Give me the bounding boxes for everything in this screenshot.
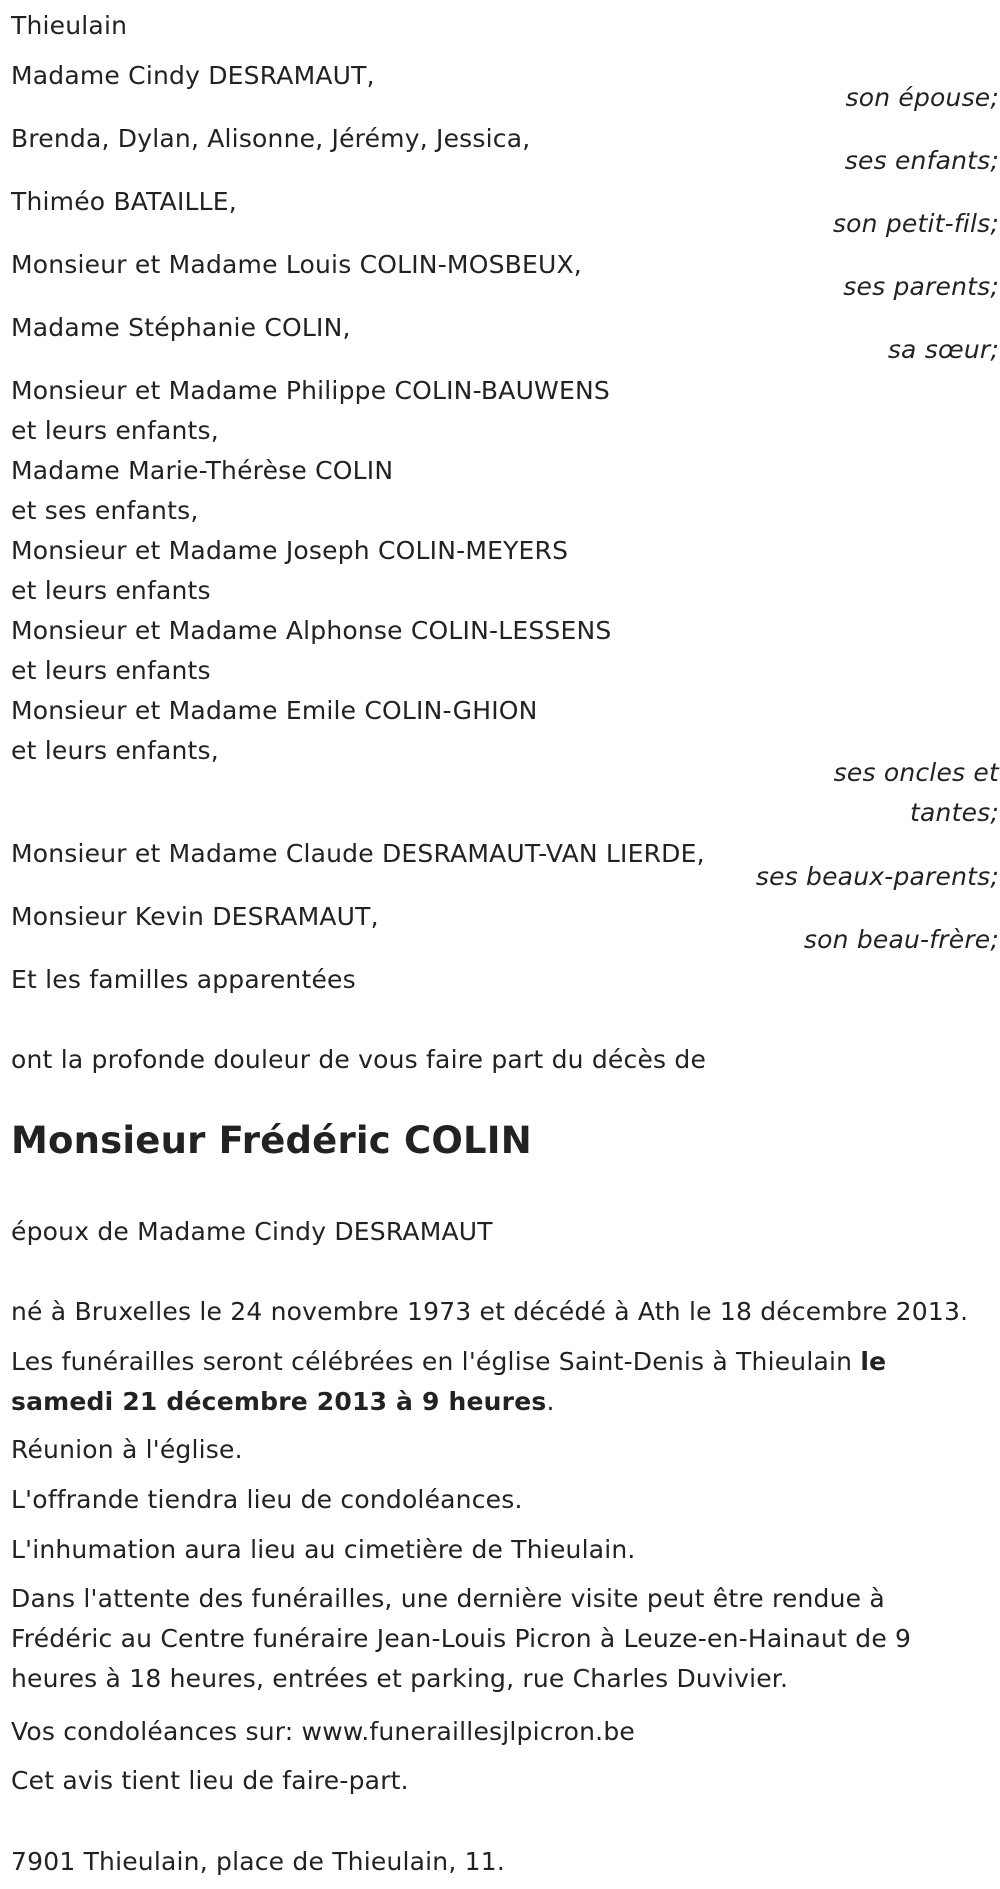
uncles-line: et leurs enfants,: [11, 736, 219, 765]
mourner-grandson-name: Thiméo BATAILLE,: [11, 187, 237, 216]
uncles-relation-line1: ses oncles et: [833, 758, 999, 787]
uncles-line: Monsieur et Madame Emile COLIN-GHION: [11, 696, 538, 725]
funeral-end: .: [546, 1387, 555, 1416]
birth-death-line: né à Bruxelles le 24 novembre 1973 et décédé à Ath le 18 décembre 2013.: [11, 1297, 969, 1326]
uncles-line: et leurs enfants: [11, 576, 211, 605]
mourner-sister-relation: sa sœur;: [887, 335, 999, 364]
detail-offering: L'offrande tiendra lieu de condoléances.: [11, 1485, 523, 1514]
detail-burial: L'inhumation aura lieu au cimetière de Thieulain.: [11, 1535, 636, 1564]
mourner-parents-relation: ses parents;: [843, 272, 999, 301]
inlaw-parents-name: Monsieur et Madame Claude DESRAMAUT-VAN LIERDE,: [11, 839, 705, 868]
uncles-relation-line2: tantes;: [910, 798, 999, 827]
visit-paragraph: Dans l'attente des funérailles, une dernière visite peut être rendue à Frédéric au Centre funéraire Jean-Louis Picron à Leuze-en-Hainaut de 9 heures à 18 heures, entrées et parking, rue Charles Duvivier.: [11, 1584, 912, 1693]
uncles-line: et leurs enfants: [11, 656, 211, 685]
uncles-line: Madame Marie-Thérèse COLIN: [11, 456, 394, 485]
mourner-spouse-relation: son épouse;: [845, 83, 999, 112]
uncles-line: Monsieur et Madame Philippe COLIN-BAUWENS: [11, 376, 610, 405]
mourner-spouse-name: Madame Cindy DESRAMAUT,: [11, 61, 375, 90]
funeral-date: le samedi 21 décembre 2013 à 9 heures: [11, 1347, 887, 1416]
uncles-line: Monsieur et Madame Alphonse COLIN-LESSENS: [11, 616, 612, 645]
condolences-line: Vos condoléances sur: www.funeraillesjlpicron.be: [11, 1717, 635, 1746]
uncles-line: Monsieur et Madame Joseph COLIN-MEYERS: [11, 536, 569, 565]
address-line: 7901 Thieulain, place de Thieulain, 11.: [11, 1847, 506, 1876]
uncles-line: et ses enfants,: [11, 496, 199, 525]
funeral-intro: Les funérailles seront célébrées en l'église Saint-Denis à Thieulain: [11, 1347, 861, 1376]
inlaw-brother-name: Monsieur Kevin DESRAMAUT,: [11, 902, 379, 931]
mourner-children-relation: ses enfants;: [844, 146, 999, 175]
mourner-parents-name: Monsieur et Madame Louis COLIN-MOSBEUX,: [11, 250, 582, 279]
inlaw-brother-relation: son beau-frère;: [803, 925, 999, 954]
detail-meeting: Réunion à l'église.: [11, 1435, 243, 1464]
mourner-children-names: Brenda, Dylan, Alisonne, Jérémy, Jessica,: [11, 124, 531, 153]
inlaw-parents-relation: ses beaux-parents;: [755, 862, 999, 891]
deceased-name: Monsieur Frédéric COLIN: [11, 1119, 532, 1162]
place-heading: Thieulain: [11, 11, 128, 40]
families-line: Et les familles apparentées: [11, 965, 356, 994]
announcement: ont la profonde douleur de vous faire part du décès de: [11, 1045, 707, 1074]
uncles-line: et leurs enfants,: [11, 416, 219, 445]
mourner-grandson-relation: son petit-fils;: [832, 209, 999, 238]
deceased-spouse: époux de Madame Cindy DESRAMAUT: [11, 1217, 493, 1246]
notice-line: Cet avis tient lieu de faire-part.: [11, 1766, 409, 1795]
funeral-paragraph: [11, 1342, 986, 1422]
mourner-sister-name: Madame Stéphanie COLIN,: [11, 313, 351, 342]
